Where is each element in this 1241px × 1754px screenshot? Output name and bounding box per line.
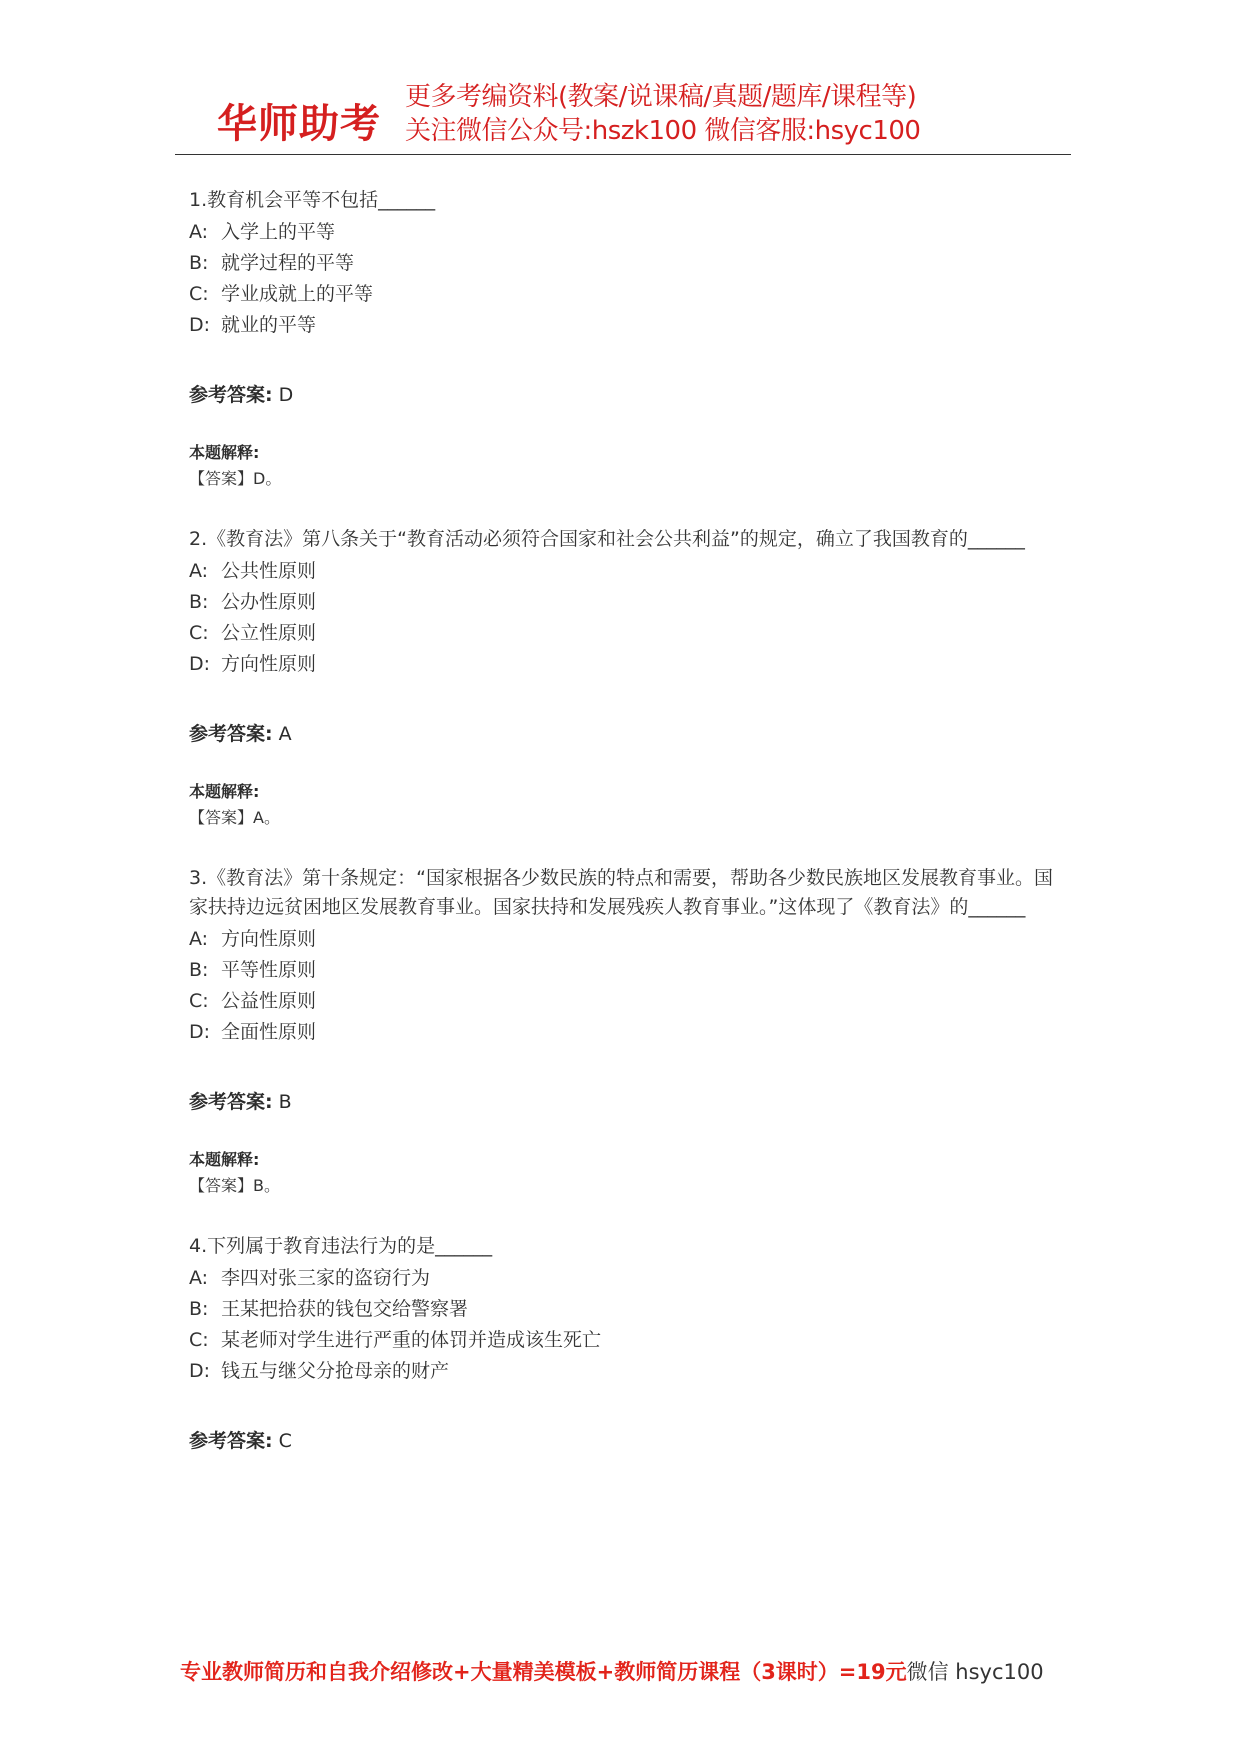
option-c — [189, 279, 1069, 310]
question-2 — [189, 525, 1069, 864]
option-b — [189, 248, 1069, 279]
option-b — [189, 1294, 1069, 1325]
answer-label: 参考答案: — [189, 723, 273, 745]
option-text: 入学上的平等 — [221, 221, 336, 243]
option-letter: C: — [189, 1329, 209, 1351]
header-divider — [175, 154, 1071, 155]
option-letter: C: — [189, 990, 209, 1012]
answer-value: C — [278, 1430, 292, 1452]
option-letter: D: — [189, 1021, 211, 1043]
option-text: 公办性原则 — [221, 591, 317, 613]
option-letter: A: — [189, 560, 209, 582]
option-text: 方向性原则 — [221, 653, 317, 675]
option-text: 平等性原则 — [221, 959, 317, 981]
footer-contact: 微信 hsyc100 — [906, 1660, 1044, 1684]
option-letter: C: — [189, 622, 209, 644]
header-line-2: 关注微信公众号:hszk100 微信客服:hsyc100 — [405, 116, 921, 146]
explanation-text: 【答案】A。 — [189, 808, 280, 827]
explanation-label: 本题解释: — [189, 782, 260, 801]
brand-logo: 华师助考 — [217, 101, 381, 147]
option-text: 王某把拾获的钱包交给警察署 — [221, 1298, 469, 1320]
header-info — [405, 80, 920, 148]
header-line-1: 更多考编资料(教案/说课稿/真题/题库/课程等) — [405, 82, 917, 112]
option-letter: A: — [189, 928, 209, 950]
answer-line — [189, 720, 1069, 748]
option-letter: B: — [189, 1298, 209, 1320]
option-a — [189, 217, 1069, 248]
answer-value: B — [278, 1091, 292, 1113]
question-stem: 3.《教育法》第十条规定：“国家根据各少数民族的特点和需要，帮助各少数民族地区发展教育事业。国家扶持边远贫困地区发展教育事业。国家扶持和发展残疾人教育事业。”这体现了《教育法》的______ — [189, 867, 1053, 918]
question-stem: 1.教育机会平等不包括______ — [189, 189, 436, 211]
explanation-label: 本题解释: — [189, 1150, 260, 1169]
option-letter: C: — [189, 283, 209, 305]
answer-line — [189, 381, 1069, 409]
option-text: 学业成就上的平等 — [221, 283, 374, 305]
option-letter: B: — [189, 959, 209, 981]
option-letter: A: — [189, 1267, 209, 1289]
option-b — [189, 955, 1069, 986]
option-d — [189, 649, 1069, 680]
option-text: 公立性原则 — [221, 622, 317, 644]
option-text: 李四对张三家的盗窃行为 — [221, 1267, 431, 1289]
option-letter: D: — [189, 653, 211, 675]
explanation-text: 【答案】D。 — [189, 469, 282, 488]
option-text: 公共性原则 — [221, 560, 317, 582]
option-d — [189, 1017, 1069, 1048]
option-letter: A: — [189, 221, 209, 243]
option-letter: B: — [189, 591, 209, 613]
option-a — [189, 1263, 1069, 1294]
page-header — [175, 78, 1075, 154]
question-3 — [189, 864, 1069, 1232]
answer-line — [189, 1427, 1069, 1455]
option-letter: D: — [189, 314, 211, 336]
question-1 — [189, 186, 1069, 525]
option-d — [189, 1356, 1069, 1387]
answer-label: 参考答案: — [189, 384, 273, 406]
page-footer — [180, 1656, 1080, 1686]
option-c — [189, 618, 1069, 649]
answer-label: 参考答案: — [189, 1091, 273, 1113]
option-letter: B: — [189, 252, 209, 274]
question-4 — [189, 1232, 1069, 1455]
explanation-text: 【答案】B。 — [189, 1176, 280, 1195]
answer-label: 参考答案: — [189, 1430, 273, 1452]
option-text: 全面性原则 — [221, 1021, 317, 1043]
option-text: 就学过程的平等 — [221, 252, 355, 274]
question-stem: 2.《教育法》第八条关于“教育活动必须符合国家和社会公共利益”的规定，确立了我国教育的______ — [189, 528, 1025, 550]
option-letter: D: — [189, 1360, 211, 1382]
question-stem: 4.下列属于教育违法行为的是______ — [189, 1235, 493, 1257]
option-c — [189, 986, 1069, 1017]
answer-value: D — [278, 384, 294, 406]
footer-promo: 专业教师简历和自我介绍修改+大量精美模板+教师简历课程（3课时）=19元 — [180, 1660, 907, 1684]
option-b — [189, 587, 1069, 618]
option-c — [189, 1325, 1069, 1356]
option-text: 某老师对学生进行严重的体罚并造成该生死亡 — [221, 1329, 602, 1351]
option-text: 钱五与继父分抢母亲的财产 — [221, 1360, 450, 1382]
option-text: 方向性原则 — [221, 928, 317, 950]
answer-value: A — [278, 723, 292, 745]
question-list — [189, 186, 1069, 1455]
option-text: 就业的平等 — [221, 314, 317, 336]
explanation-label: 本题解释: — [189, 443, 260, 462]
option-a — [189, 556, 1069, 587]
option-d — [189, 310, 1069, 341]
answer-line — [189, 1088, 1069, 1116]
option-text: 公益性原则 — [221, 990, 317, 1012]
option-a — [189, 924, 1069, 955]
